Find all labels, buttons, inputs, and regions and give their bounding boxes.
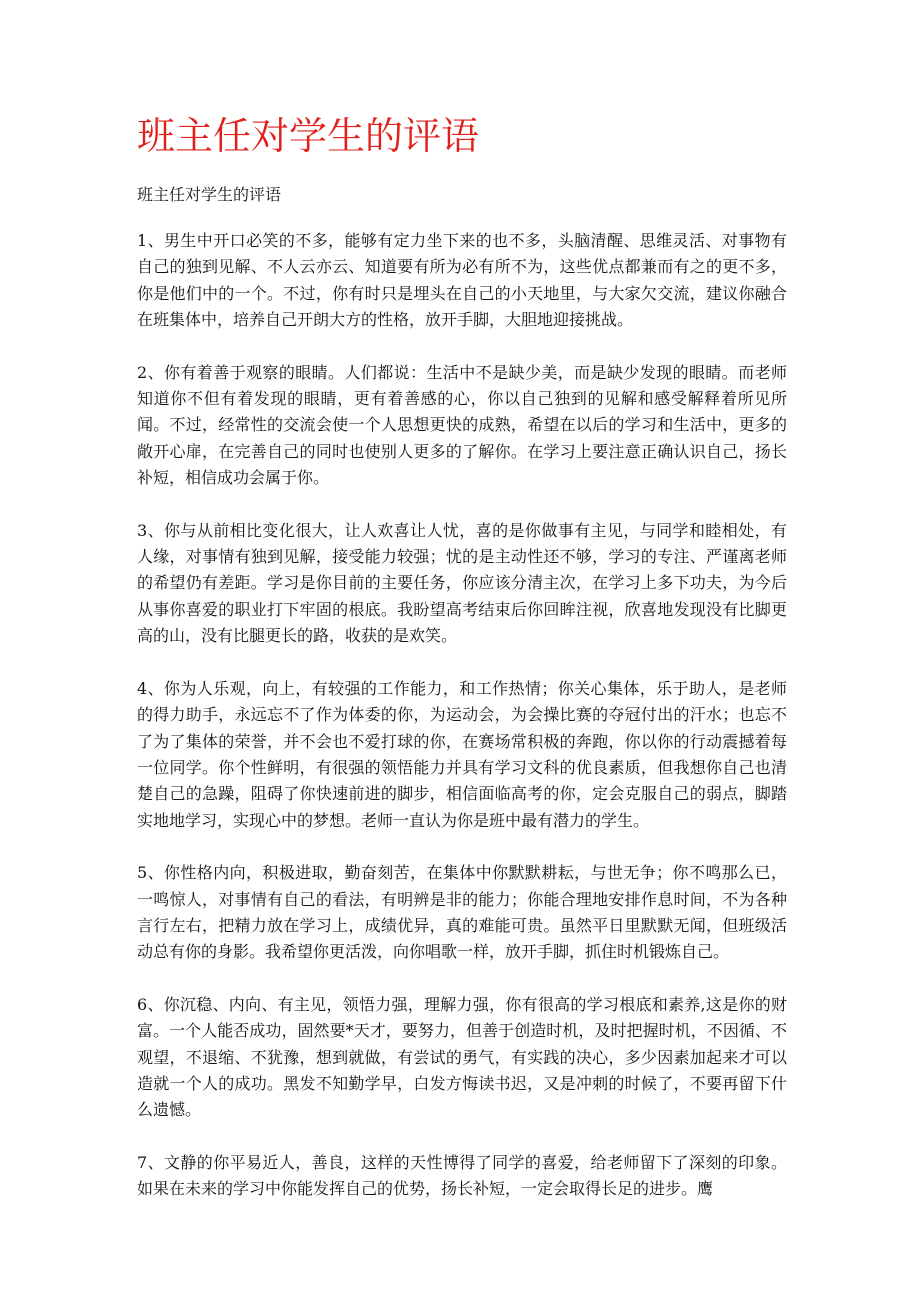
paragraph-7: 7、文静的你平易近人，善良，这样的天性博得了同学的喜爱，给老师留下了深刻的印象。如果在未来的学习中你能发挥自己的优势，扬长补短，一定会取得长足的进步。鹰 bbox=[137, 1152, 787, 1199]
paragraph-6: 6、你沉稳、内向、有主见，领悟力强，理解力强，你有很高的学习根底和素养,这是你的财富。一个人能否成功，固然要*天才，要努力，但善于创造时机，及时把握时机，不因循、不观望，不退缩、不犹豫，想到就做，有尝试的勇气，有实践的决心，多少因素加起来才可以造就一个人的成功。黑发不知勤学早，白发方悔读书迟，又是冲刺的时候了，不要再留下什么遗憾。 bbox=[137, 994, 787, 1120]
document-body bbox=[137, 228, 787, 1229]
paragraph-4: 4、你为人乐观，向上，有较强的工作能力，和工作热情；你关心集体，乐于助人，是老师的得力助手，永远忘不了作为体委的你，为运动会，为会操比赛的夺冠付出的汗水；也忘不了为了集体的荣誉，并不会也不爱打球的你，在赛场常积极的奔跑，你以你的行动震撼着每一位同学。你个性鲜明，有很强的领悟能力并具有学习文科的优良素质，但我想你自己也清楚自己的急躁，阻碍了你快速前进的脚步，相信面临高考的你，定会克服自己的弱点，脚踏实地地学习，实现心中的梦想。老师一直认为你是班中最有潜力的学生。 bbox=[137, 678, 787, 830]
paragraph-5: 5、你性格内向，积极进取，勤奋刻苦，在集体中你默默耕耘，与世无争；你不鸣那么已，一鸣惊人，对事情有自己的看法，有明辨是非的能力；你能合理地安排作息时间，不为各种言行左右，把精力放在学习上，成绩优异，真的难能可贵。虽然平日里默默无闻，但班级活动总有你的身影。我希望你更活泼，向你唱歌一样，放开手脚，抓住时机锻炼自己。 bbox=[137, 863, 787, 962]
paragraph-3: 3、你与从前相比变化很大，让人欢喜让人忧，喜的是你做事有主见，与同学和睦相处，有人缘，对事情有独到见解，接受能力较强；忧的是主动性还不够，学习的专注、严谨离老师的希望仍有差距。学习是你目前的主要任务，你应该分清主次，在学习上多下功夫，为今后从事你喜爱的职业打下牢固的根底。我盼望高考结束后你回眸注视，欣喜地发现没有比脚更高的山，没有比腿更长的路，收获的是欢笑。 bbox=[137, 520, 787, 646]
paragraph-1: 1、男生中开口必笑的不多，能够有定力坐下来的也不多，头脑清醒、思维灵活、对事物有自己的独到见解、不人云亦云、知道要有所为必有所不为，这些优点都兼而有之的更不多，你是他们中的一个。不过，你有时只是埋头在自己的小天地里，与大家欠交流，建议你融合在班集体中，培养自己开朗大方的性格，放开手脚，大胆地迎接挑战。 bbox=[137, 231, 787, 330]
document-subtitle: 班主任对学生的评语 bbox=[137, 185, 282, 204]
document-title: 班主任对学生的评语 bbox=[137, 114, 480, 158]
paragraph-2: 2、你有着善于观察的眼睛。人们都说：生活中不是缺少美，而是缺少发现的眼睛。而老师知道你不但有着发现的眼睛，更有着善感的心，你以自己独到的见解和感受解释着所见所闻。不过，经常性的交流会使一个人思想更快的成熟，希望在以后的学习和生活中，更多的敞开心扉，在完善自己的同时也使别人更多的了解你。在学习上要注意正确认识自己，扬长补短，相信成功会属于你。 bbox=[137, 362, 787, 488]
